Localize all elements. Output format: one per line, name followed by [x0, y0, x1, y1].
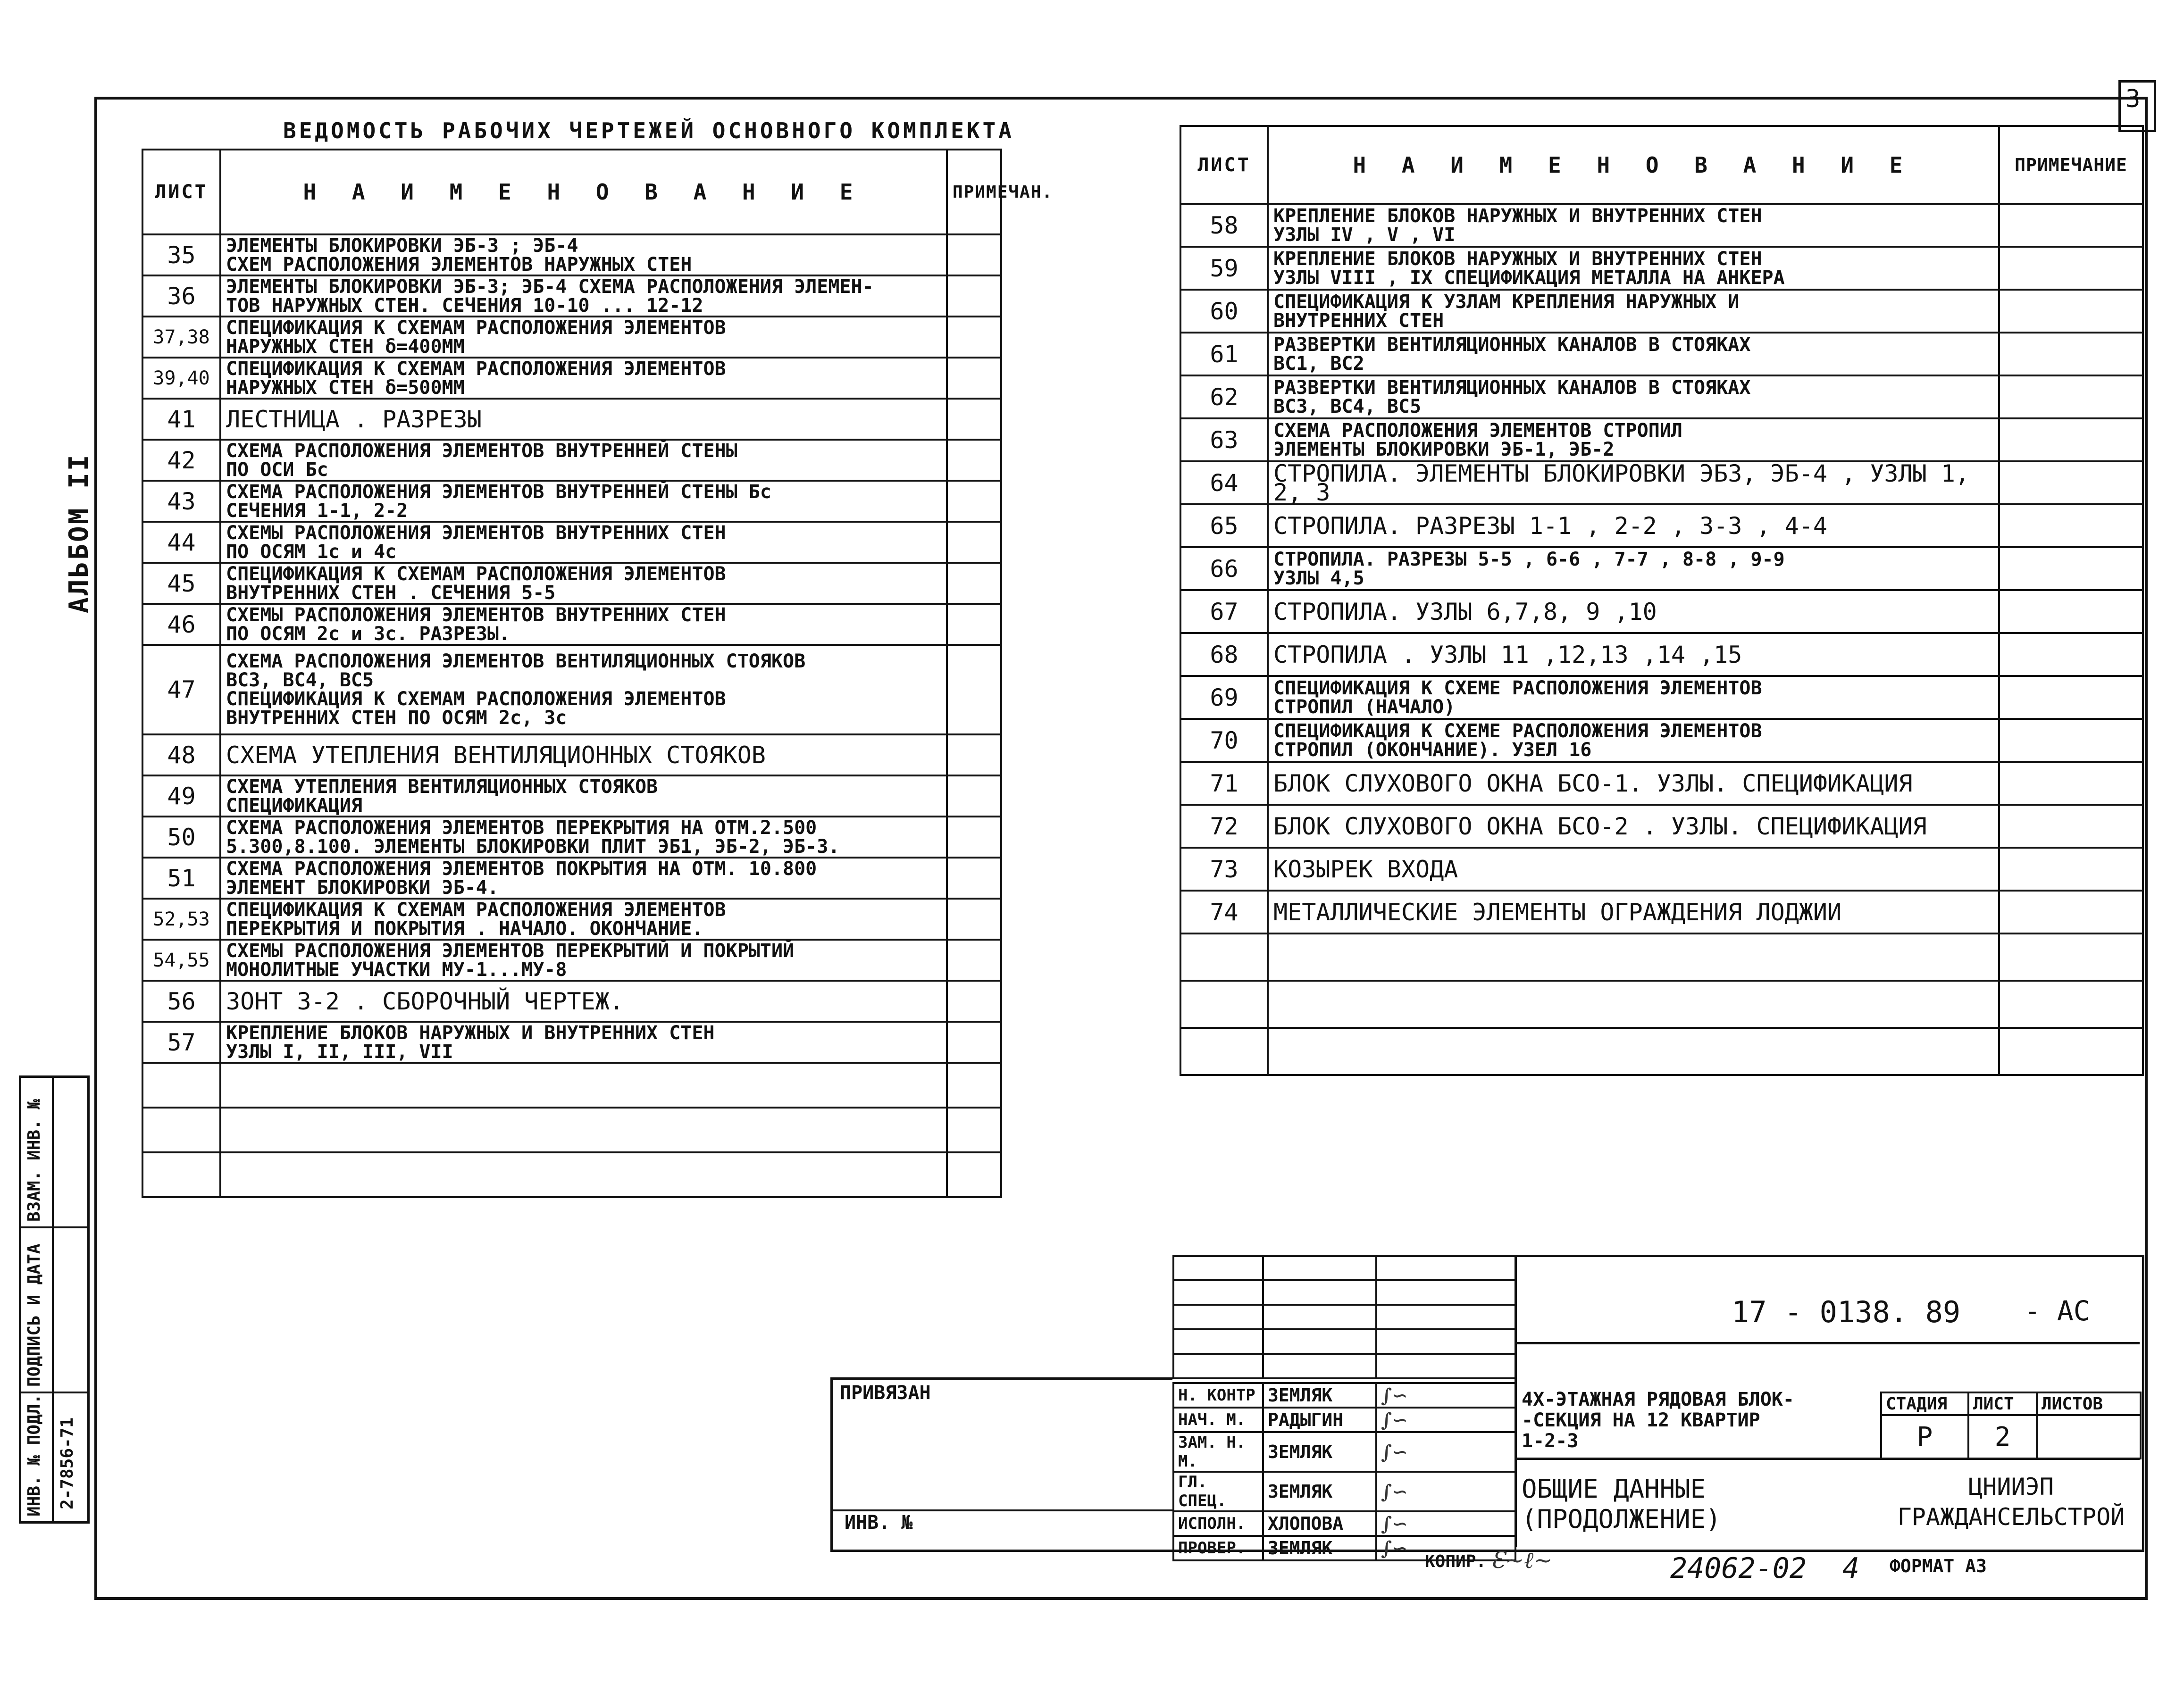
role-person: ХЛОПОВА: [1263, 1511, 1376, 1536]
sheet-number: 48: [142, 734, 220, 775]
sheet-note: [1999, 418, 2143, 461]
sheet-name: СХЕМА РАСПОЛОЖЕНИЯ ЭЛЕМЕНТОВ ВЕНТИЛЯЦИОННЫХ СТОЯКОВ ВС3, ВС4, ВС5 СПЕЦИФИКАЦИЯ К СХЕМАМ РАСПОЛОЖЕНИЯ ЭЛЕМЕНТОВ ВНУТРЕННИХ СТЕН ПО ОСЯМ 2с, 3с: [220, 645, 947, 734]
sheet-title: ОБЩИЕ ДАННЫЕ (ПРОДОЛЖЕНИЕ): [1522, 1474, 1721, 1534]
archive-no: 24062-02: [1670, 1552, 1807, 1585]
sheet-number: 37,38: [142, 317, 220, 358]
table-row: [142, 481, 1001, 522]
sheet-name: СХЕМЫ РАСПОЛОЖЕНИЯ ЭЛЕМЕНТОВ ВНУТРЕННИХ СТЕН ПО ОСЯМ 2с и 3с. РАЗРЕЗЫ.: [220, 604, 947, 645]
sheet-name: СХЕМА РАСПОЛОЖЕНИЯ ЭЛЕМЕНТОВ СТРОПИЛ ЭЛЕМЕНТЫ БЛОКИРОВКИ ЭБ-1, ЭБ-2: [1268, 418, 1999, 461]
sheet-name: СХЕМА РАСПОЛОЖЕНИЯ ЭЛЕМЕНТОВ ВНУТРЕННЕЙ СТЕНЫ ПО ОСИ Бс: [220, 440, 947, 481]
sheet-note: [947, 981, 1001, 1022]
sheet-number: 49: [142, 775, 220, 817]
sheet-number: 64: [1180, 461, 1268, 504]
sheet-name: ЛЕСТНИЦА . РАЗРЕЗЫ: [220, 399, 947, 440]
sheet-number: 45: [142, 563, 220, 604]
sheet-name: СТРОПИЛА. РАЗРЕЗЫ 5-5 , 6-6 , 7-7 , 8-8 , 9-9 УЗЛЫ 4,5: [1268, 547, 1999, 590]
role-person: ЗЕМЛЯК: [1263, 1536, 1376, 1560]
sheet-note: [1999, 633, 2143, 676]
right-header-note: ПРИМЕЧАНИЕ: [1999, 126, 2143, 204]
sheet-note: [947, 522, 1001, 563]
sheet-name: РАЗВЕРТКИ ВЕНТИЛЯЦИОННЫХ КАНАЛОВ В СТОЯКАХ ВС1, ВС2: [1268, 333, 1999, 375]
organization: ЦНИИЭП ГРАЖДАНСЕЛЬСТРОЙ: [1897, 1473, 2125, 1531]
left-header-name: Н А И М Е Н О В А Н И Е: [220, 150, 947, 234]
sheet-note: [947, 604, 1001, 645]
role-title: ГЛ. СПЕЦ.: [1173, 1472, 1263, 1511]
sheet-name: ЭЛЕМЕНТЫ БЛОКИРОВКИ ЭБ-3 ; ЭБ-4 СХЕМ РАСПОЛОЖЕНИЯ ЭЛЕМЕНТОВ НАРУЖНЫХ СТЕН: [220, 234, 947, 275]
album-label: АЛЬБОМ II: [64, 453, 94, 613]
sheet-note: [1999, 762, 2143, 805]
doc-code: 17 - 0138. 89: [1732, 1295, 1961, 1329]
sheet-number: 70: [1180, 719, 1268, 762]
sheet-name: ЭЛЕМЕНТЫ БЛОКИРОВКИ ЭБ-3; ЭБ-4 СХЕМА РАСПОЛОЖЕНИЯ ЭЛЕМЕН- ТОВ НАРУЖНЫХ СТЕН. СЕЧЕНИЯ 10-10 ... 12-12: [220, 275, 947, 317]
table-row: [142, 234, 1001, 275]
table-row: [142, 522, 1001, 563]
role-title: ПРОВЕР.: [1173, 1536, 1263, 1560]
sheet-name: СХЕМЫ РАСПОЛОЖЕНИЯ ЭЛЕМЕНТОВ ПЕРЕКРЫТИЙ И ПОКРЫТИЙ МОНОЛИТНЫЕ УЧАСТКИ МУ-1...МУ-8: [220, 940, 947, 981]
sheet-number: 69: [1180, 676, 1268, 719]
table-row: [1180, 848, 2143, 891]
sheet-note: [1999, 590, 2143, 633]
sheet-note: [1999, 891, 2143, 934]
table-row: [142, 317, 1001, 358]
sheet-number: 43: [142, 481, 220, 522]
sheet-note: [947, 563, 1001, 604]
sheet-note: [947, 358, 1001, 399]
table-row: [142, 734, 1001, 775]
empty-row: [142, 1108, 1001, 1152]
sheet-note: [1999, 547, 2143, 590]
sheet-number: 58: [1180, 204, 1268, 247]
signature: ∫∽: [1376, 1472, 1515, 1511]
sheet-note: [947, 858, 1001, 899]
sheet-number: 41: [142, 399, 220, 440]
sheet-name: КОЗЫРЕК ВХОДА: [1268, 848, 1999, 891]
sheet-number: 66: [1180, 547, 1268, 590]
side-podpis-data: ПОДПИСЬ И ДАТА: [25, 1243, 44, 1387]
sheet-name: СПЕЦИФИКАЦИЯ К СХЕМАМ РАСПОЛОЖЕНИЯ ЭЛЕМЕНТОВ ПЕРЕКРЫТИЯ И ПОКРЫТИЯ . НАЧАЛО. ОКОНЧАНИЕ.: [220, 899, 947, 940]
sheet-note: [1999, 719, 2143, 762]
sheet-name: МЕТАЛЛИЧЕСКИЕ ЭЛЕМЕНТЫ ОГРАЖДЕНИЯ ЛОДЖИИ: [1268, 891, 1999, 934]
sheet-note: [947, 1022, 1001, 1063]
sheet-note: [947, 440, 1001, 481]
sheet-note: [947, 275, 1001, 317]
sheet-name: СХЕМА РАСПОЛОЖЕНИЯ ЭЛЕМЕНТОВ ВНУТРЕННЕЙ СТЕНЫ Бс СЕЧЕНИЯ 1-1, 2-2: [220, 481, 947, 522]
sheet-note: [947, 775, 1001, 817]
table-row: [1180, 204, 2143, 247]
sheet-value: 2: [1968, 1415, 2037, 1459]
left-sheet-table: [142, 149, 1054, 1198]
table-row: [1180, 461, 2143, 504]
table-row: [142, 645, 1001, 734]
table-row: [142, 858, 1001, 899]
role-row: [1173, 1472, 1515, 1511]
side-inv-podl: ИНВ. № ПОДЛ.: [25, 1393, 44, 1517]
sheet-name: БЛОК СЛУХОВОГО ОКНА БСО-2 . УЗЛЫ. СПЕЦИФИКАЦИЯ: [1268, 805, 1999, 848]
role-row: [1173, 1511, 1515, 1536]
empty-row: [1180, 1028, 2143, 1075]
table-row: [1180, 547, 2143, 590]
table-row: [142, 563, 1001, 604]
role-title: ЗАМ. Н. М.: [1173, 1432, 1263, 1472]
sheet-number: 74: [1180, 891, 1268, 934]
sheet-name: БЛОК СЛУХОВОГО ОКНА БСО-1. УЗЛЫ. СПЕЦИФИКАЦИЯ: [1268, 762, 1999, 805]
role-person: РАДЫГИН: [1263, 1408, 1376, 1432]
sheet-name: СТРОПИЛА. РАЗРЕЗЫ 1-1 , 2-2 , 3-3 , 4-4: [1268, 504, 1999, 547]
table-row: [1180, 891, 2143, 934]
table-row: [142, 899, 1001, 940]
sheet-number: 51: [142, 858, 220, 899]
sheet-number: 42: [142, 440, 220, 481]
empty-row: [1180, 934, 2143, 981]
stage-grid: [1880, 1392, 2142, 1459]
sheet-name: КРЕПЛЕНИЕ БЛОКОВ НАРУЖНЫХ И ВНУТРЕННИХ СТЕН УЗЛЫ VIII , IX СПЕЦИФИКАЦИЯ МЕТАЛЛА НА АНКЕРА: [1268, 247, 1999, 290]
sheet-name: СХЕМА УТЕПЛЕНИЯ ВЕНТИЛЯЦИОННЫХ СТОЯКОВ СПЕЦИФИКАЦИЯ: [220, 775, 947, 817]
side-inv-value: 2-7856-71: [58, 1417, 77, 1509]
page-number: 3: [2125, 85, 2141, 113]
kopir-signature: Ɛ~ℓ~: [1491, 1547, 1553, 1574]
table-row: [142, 399, 1001, 440]
role-person: ЗЕМЛЯК: [1263, 1472, 1376, 1511]
signature: ∫∽: [1376, 1383, 1515, 1408]
table-row: [142, 440, 1001, 481]
role-row: [1173, 1408, 1515, 1432]
table-row: [1180, 805, 2143, 848]
table-row: [1180, 375, 2143, 418]
sheet-note: [1999, 375, 2143, 418]
sheet-note: [1999, 333, 2143, 375]
sheet-number: 72: [1180, 805, 1268, 848]
sheet-number: 52,53: [142, 899, 220, 940]
side-vzam-inv: ВЗАМ. ИНВ. №: [25, 1099, 44, 1222]
sheet-note: [947, 317, 1001, 358]
table-row: [1180, 333, 2143, 375]
sheet-number: 54,55: [142, 940, 220, 981]
sheet-name: СПЕЦИФИКАЦИЯ К УЗЛАМ КРЕПЛЕНИЯ НАРУЖНЫХ И ВНУТРЕННИХ СТЕН: [1268, 290, 1999, 333]
sheet-note: [947, 899, 1001, 940]
role-title: ИСПОЛН.: [1173, 1511, 1263, 1536]
right-header-sheet: ЛИСТ: [1180, 126, 1268, 204]
sheet-number: 50: [142, 817, 220, 858]
sheet-note: [947, 645, 1001, 734]
format-label: ФОРМАТ А3: [1890, 1556, 1987, 1576]
sheet-note: [947, 481, 1001, 522]
sheet-number: 59: [1180, 247, 1268, 290]
archive-sheet: 4: [1842, 1552, 1860, 1585]
sheet-note: [1999, 204, 2143, 247]
sheet-name: РАЗВЕРТКИ ВЕНТИЛЯЦИОННЫХ КАНАЛОВ В СТОЯКАХ ВС3, ВС4, ВС5: [1268, 375, 1999, 418]
empty-row: [142, 1063, 1001, 1108]
role-title: Н. КОНТР: [1173, 1383, 1263, 1408]
table-row: [1180, 762, 2143, 805]
signature: ∫∽: [1376, 1511, 1515, 1536]
table-row: [142, 275, 1001, 317]
role-title: НАЧ. М.: [1173, 1408, 1263, 1432]
sheet-note: [1999, 676, 2143, 719]
sheet-number: 46: [142, 604, 220, 645]
sheet-number: 60: [1180, 290, 1268, 333]
sheet-note: [947, 399, 1001, 440]
table-row: [142, 604, 1001, 645]
sheet-name: КРЕПЛЕНИЕ БЛОКОВ НАРУЖНЫХ И ВНУТРЕННИХ СТЕН УЗЛЫ IV , V , VI: [1268, 204, 1999, 247]
role-row: [1173, 1383, 1515, 1408]
sheet-name: СХЕМА РАСПОЛОЖЕНИЯ ЭЛЕМЕНТОВ ПОКРЫТИЯ НА ОТМ. 10.800 ЭЛЕМЕНТ БЛОКИРОВКИ ЭБ-4.: [220, 858, 947, 899]
sheet-name: СПЕЦИФИКАЦИЯ К СХЕМЕ РАСПОЛОЖЕНИЯ ЭЛЕМЕНТОВ СТРОПИЛ (НАЧАЛО): [1268, 676, 1999, 719]
sheet-number: 56: [142, 981, 220, 1022]
sheets-label: ЛИСТОВ: [2037, 1392, 2141, 1415]
sheet-note: [1999, 805, 2143, 848]
table-row: [1180, 633, 2143, 676]
stage-value: Р: [1881, 1415, 1968, 1459]
sheet-note: [1999, 290, 2143, 333]
sheet-name: КРЕПЛЕНИЕ БЛОКОВ НАРУЖНЫХ И ВНУТРЕННИХ СТЕН УЗЛЫ I, II, III, VII: [220, 1022, 947, 1063]
project-name: 4Х-ЭТАЖНАЯ РЯДОВАЯ БЛОК- -СЕКЦИЯ НА 12 КВАРТИР 1-2-3: [1522, 1389, 1794, 1452]
table-row: [142, 817, 1001, 858]
sheet-number: 62: [1180, 375, 1268, 418]
sheet-note: [947, 940, 1001, 981]
sheet-name: СХЕМЫ РАСПОЛОЖЕНИЯ ЭЛЕМЕНТОВ ВНУТРЕННИХ СТЕН ПО ОСЯМ 1с и 4с: [220, 522, 947, 563]
right-header-name: Н А И М Е Н О В А Н И Е: [1268, 126, 1999, 204]
sheet-number: 65: [1180, 504, 1268, 547]
sheet-note: [1999, 504, 2143, 547]
sheet-name: СТРОПИЛА. ЭЛЕМЕНТЫ БЛОКИРОВКИ ЭБ3, ЭБ-4 , УЗЛЫ 1, 2, 3: [1268, 461, 1999, 504]
table-row: [1180, 719, 2143, 762]
sheet-number: 71: [1180, 762, 1268, 805]
table-row: [1180, 247, 2143, 290]
table-row: [142, 940, 1001, 981]
sheet-number: 63: [1180, 418, 1268, 461]
sheet-name: СТРОПИЛА. УЗЛЫ 6,7,8, 9 ,10: [1268, 590, 1999, 633]
stage-label: СТАДИЯ: [1881, 1392, 1968, 1415]
signature: ∫∽: [1376, 1536, 1515, 1560]
left-header-sheet: ЛИСТ: [142, 150, 220, 234]
role-person: ЗЕМЛЯК: [1263, 1432, 1376, 1472]
empty-row: [1180, 981, 2143, 1028]
table-row: [142, 775, 1001, 817]
sheet-number: 67: [1180, 590, 1268, 633]
sheet-name: СПЕЦИФИКАЦИЯ К СХЕМЕ РАСПОЛОЖЕНИЯ ЭЛЕМЕНТОВ СТРОПИЛ (ОКОНЧАНИЕ). УЗЕЛ 16: [1268, 719, 1999, 762]
table-row: [1180, 290, 2143, 333]
sheet-note: [947, 817, 1001, 858]
sheet-name: СТРОПИЛА . УЗЛЫ 11 ,12,13 ,14 ,15: [1268, 633, 1999, 676]
table-row: [142, 1022, 1001, 1063]
table-row: [1180, 676, 2143, 719]
sheet-note: [1999, 247, 2143, 290]
signature: ∫∽: [1376, 1432, 1515, 1472]
sheet-number: 57: [142, 1022, 220, 1063]
sheet-name: СПЕЦИФИКАЦИЯ К СХЕМАМ РАСПОЛОЖЕНИЯ ЭЛЕМЕНТОВ ВНУТРЕННИХ СТЕН . СЕЧЕНИЯ 5-5: [220, 563, 947, 604]
privyazan-label: ПРИВЯЗАН: [840, 1382, 931, 1404]
sheet-note: [1999, 848, 2143, 891]
kopir-label: КОПИР.: [1425, 1552, 1487, 1571]
sheet-name: СПЕЦИФИКАЦИЯ К СХЕМАМ РАСПОЛОЖЕНИЯ ЭЛЕМЕНТОВ НАРУЖНЫХ СТЕН δ=500ММ: [220, 358, 947, 399]
table-row: [1180, 590, 2143, 633]
sheet-number: 68: [1180, 633, 1268, 676]
table-row: [142, 358, 1001, 399]
sheet-label: ЛИСТ: [1968, 1392, 2037, 1415]
sheet-number: 44: [142, 522, 220, 563]
sheet-number: 35: [142, 234, 220, 275]
left-table-title: ВЕДОМОСТЬ РАБОЧИХ ЧЕРТЕЖЕЙ ОСНОВНОГО КОМПЛЕКТА: [283, 118, 1014, 143]
sheet-number: 36: [142, 275, 220, 317]
right-sheet-table: [1180, 125, 2144, 1076]
sheet-number: 73: [1180, 848, 1268, 891]
sheet-number: 39,40: [142, 358, 220, 399]
empty-row: [142, 1152, 1001, 1197]
table-row: [142, 981, 1001, 1022]
table-row: [1180, 418, 2143, 461]
sheet-number: 61: [1180, 333, 1268, 375]
sheet-name: СПЕЦИФИКАЦИЯ К СХЕМАМ РАСПОЛОЖЕНИЯ ЭЛЕМЕНТОВ НАРУЖНЫХ СТЕН δ=400ММ: [220, 317, 947, 358]
sheet-note: [947, 234, 1001, 275]
sheet-name: СХЕМА УТЕПЛЕНИЯ ВЕНТИЛЯЦИОННЫХ СТОЯКОВ: [220, 734, 947, 775]
sheet-note: [1999, 461, 2143, 504]
doc-suffix: - АС: [2024, 1295, 2090, 1327]
sheet-number: 47: [142, 645, 220, 734]
sheet-note: [947, 734, 1001, 775]
role-person: ЗЕМЛЯК: [1263, 1383, 1376, 1408]
left-header-note: ПРИМЕЧАН.: [947, 150, 1001, 234]
sheet-name: ЗОНТ 3-2 . СБОРОЧНЫЙ ЧЕРТЕЖ.: [220, 981, 947, 1022]
sheet-name: СХЕМА РАСПОЛОЖЕНИЯ ЭЛЕМЕНТОВ ПЕРЕКРЫТИЯ НА ОТМ.2.500 5.300,8.100. ЭЛЕМЕНТЫ БЛОКИРОВКИ ПЛИТ ЭБ1, ЭБ-2, ЭБ-3.: [220, 817, 947, 858]
empty-role-grid: [1172, 1255, 1516, 1379]
signature: ∫∽: [1376, 1408, 1515, 1432]
inv-no-label: ИНВ. №: [845, 1512, 913, 1534]
role-grid: [1172, 1382, 1516, 1561]
role-row: [1173, 1432, 1515, 1472]
table-row: [1180, 504, 2143, 547]
